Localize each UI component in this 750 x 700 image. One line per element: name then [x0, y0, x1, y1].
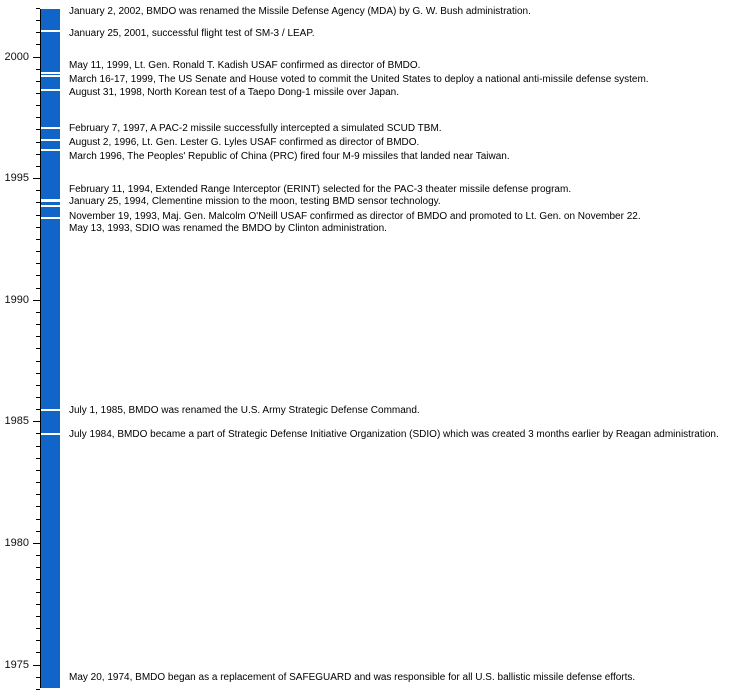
event-marker-line: [41, 72, 60, 74]
event-label: January 25, 2001, successful flight test of SM-3 / LEAP.: [69, 28, 315, 39]
event-label: November 19, 1993, Maj. Gen. Malcolm O'Neill USAF confirmed as director of BMDO and promoted to Lt. Gen. on November 22.: [69, 210, 641, 222]
axis-tick-minor: [36, 20, 40, 21]
year-label: 1995: [4, 172, 29, 185]
event-marker-line: [41, 139, 60, 141]
year-label: 1975: [4, 658, 29, 671]
event-label: May 11, 1999, Lt. Gen. Ronald T. Kadish USAF confirmed as director of BMDO.: [69, 60, 421, 71]
axis-tick-minor: [36, 604, 40, 605]
axis-tick-minor: [36, 628, 40, 629]
axis-tick-minor: [36, 433, 40, 434]
event-label: February 11, 1994, Extended Range Interceptor (ERINT) selected for the PAC-3 theater missile defense program.: [69, 184, 572, 195]
event-label: March 1996, The Peoples' Republic of China (PRC) fired four M-9 missiles that landed near Taiwan.: [69, 151, 510, 162]
event-label: May 13, 1993, SDIO was renamed the BMDO by Clinton administration.: [69, 222, 387, 234]
event-marker-line: [41, 127, 60, 129]
axis-tick-major: [33, 543, 40, 544]
axis-tick-minor: [36, 312, 40, 313]
event-label: January 25, 1994, Clementine mission to the moon, testing BMD sensor technology.: [69, 196, 441, 207]
axis-tick-minor: [36, 677, 40, 678]
event-marker-line: [41, 433, 60, 435]
axis-tick-minor: [36, 190, 40, 191]
axis-tick-minor: [36, 397, 40, 398]
event-label: January 2, 2002, BMDO was renamed the Missile Defense Agency (MDA) by G. W. Bush administration.: [69, 6, 531, 17]
event-label: August 31, 1998, North Korean test of a Taepo Dong-1 missile over Japan.: [69, 87, 400, 98]
axis-tick-minor: [36, 555, 40, 556]
axis-tick-minor: [36, 227, 40, 228]
axis-tick-minor: [36, 251, 40, 252]
axis-tick-minor: [36, 361, 40, 362]
event-label: July 1984, BMDO became a part of Strategic Defense Initiative Organization (SDIO) which was created 3 months earlier by Reagan administration.: [69, 428, 719, 440]
axis-tick-minor: [36, 166, 40, 167]
axis-tick-minor: [36, 288, 40, 289]
axis-tick-minor: [36, 129, 40, 130]
axis-tick-minor: [36, 409, 40, 410]
axis-tick-major: [33, 421, 40, 422]
axis-tick-minor: [36, 348, 40, 349]
axis-tick-minor: [36, 215, 40, 216]
axis-tick-minor: [36, 458, 40, 459]
axis-tick-minor: [36, 44, 40, 45]
axis-tick-minor: [36, 689, 40, 690]
event-marker-line: [41, 217, 60, 219]
axis-tick-minor: [36, 336, 40, 337]
axis-tick-minor: [36, 506, 40, 507]
axis-tick-minor: [36, 105, 40, 106]
axis-tick-minor: [36, 446, 40, 447]
year-label: 1990: [4, 293, 29, 306]
axis-tick-minor: [36, 117, 40, 118]
year-label: 1980: [4, 536, 29, 549]
axis-tick-major: [33, 57, 40, 58]
axis-tick-minor: [36, 275, 40, 276]
event-marker-line: [41, 205, 60, 207]
axis-tick-minor: [36, 263, 40, 264]
axis-tick-minor: [36, 652, 40, 653]
event-marker-line: [41, 75, 60, 77]
axis-tick-minor: [36, 579, 40, 580]
axis-tick-minor: [36, 69, 40, 70]
event-label: March 16-17, 1999, The US Senate and House voted to commit the United States to deploy a national anti-missile defense system.: [69, 74, 649, 85]
year-label: 1985: [4, 415, 29, 428]
axis-tick-minor: [36, 324, 40, 325]
axis-tick-major: [33, 300, 40, 301]
event-marker-line: [41, 149, 60, 151]
axis-tick-minor: [36, 32, 40, 33]
axis-tick-minor: [36, 482, 40, 483]
event-label: July 1, 1985, BMDO was renamed the U.S. Army Strategic Defense Command.: [69, 404, 420, 416]
axis-tick-minor: [36, 640, 40, 641]
axis-tick-minor: [36, 239, 40, 240]
event-marker-line: [41, 30, 60, 32]
axis-tick-minor: [36, 154, 40, 155]
axis-tick-major: [33, 178, 40, 179]
axis-tick-minor: [36, 385, 40, 386]
event-label: August 2, 1996, Lt. Gen. Lester G. Lyles USAF confirmed as director of BMDO.: [69, 137, 420, 148]
axis-tick-minor: [36, 592, 40, 593]
axis-tick-minor: [36, 142, 40, 143]
event-marker-line: [41, 200, 60, 202]
axis-tick-minor: [36, 373, 40, 374]
timeline-bar: [41, 9, 60, 688]
axis-tick-minor: [36, 567, 40, 568]
year-label: 2000: [4, 50, 29, 63]
axis-tick-minor: [36, 616, 40, 617]
event-marker-line: [41, 409, 60, 411]
axis-tick-minor: [36, 202, 40, 203]
event-label: May 20, 1974, BMDO began as a replacement of SAFEGUARD and was responsible for all U.S. ballistic missile defense efforts.: [69, 672, 636, 683]
axis-tick-minor: [36, 93, 40, 94]
axis-tick-minor: [36, 494, 40, 495]
axis-tick-minor: [36, 531, 40, 532]
event-marker-line: [41, 89, 60, 91]
event-label: February 7, 1997, A PAC-2 missile successfully intercepted a simulated SCUD TBM.: [69, 123, 442, 134]
axis-tick-minor: [36, 81, 40, 82]
axis-tick-minor: [36, 470, 40, 471]
axis-tick-major: [33, 665, 40, 666]
axis-tick-minor: [36, 519, 40, 520]
axis-tick-minor: [36, 8, 40, 9]
